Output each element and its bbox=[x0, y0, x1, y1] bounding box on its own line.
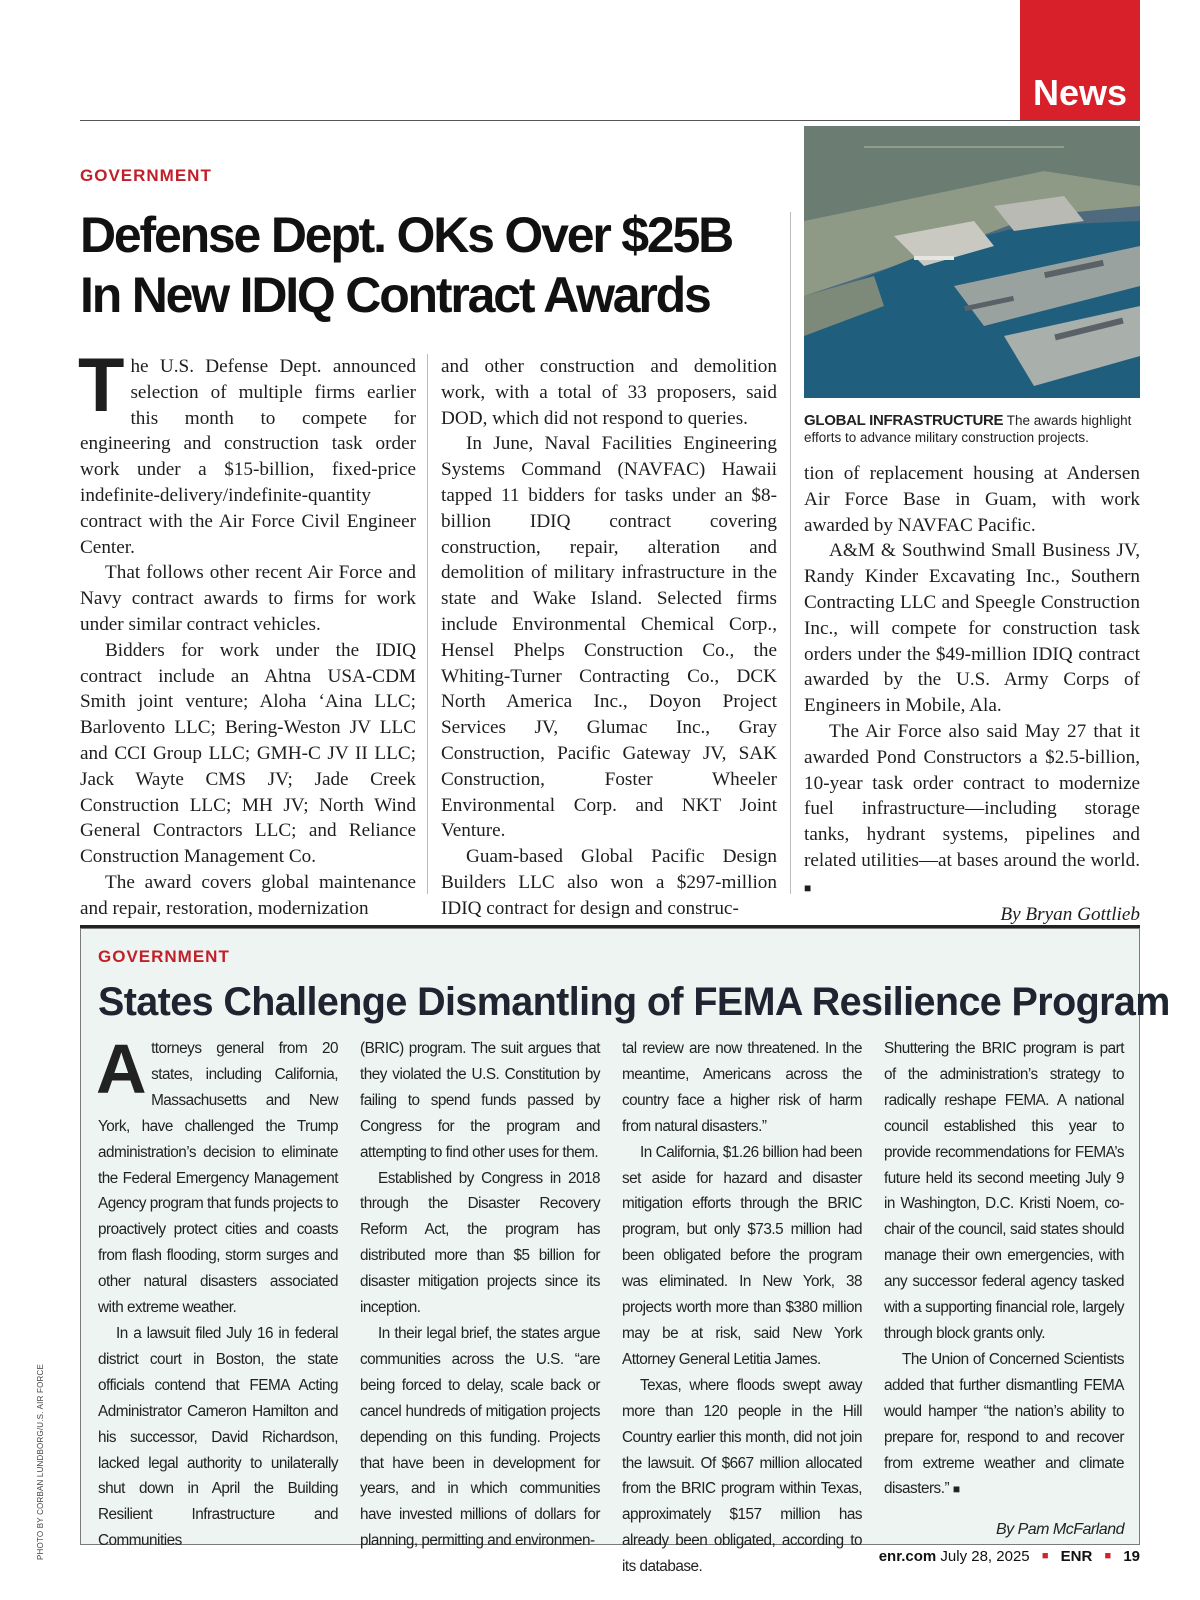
separator-square-icon: ■ bbox=[1041, 1550, 1049, 1562]
article1-paragraph: tion of replacement housing at Andersen Air Force Base in Guam, with work awarded by NAVFAC Pacific. bbox=[804, 463, 1140, 536]
article1-headline-line2: In New IDIQ Contract Awards bbox=[80, 267, 710, 323]
article2-paragraph: Texas, where floods swept away more than 120 people in the Hill Country earlier this month, did not join the lawsuit. Of $667 million allocated from the BRIC program within Texas, approximately $157 million has already been obligated, according to its database. bbox=[622, 1376, 862, 1576]
article1-paragraph: The award covers global maintenance and repair, restoration, modernization bbox=[80, 871, 416, 919]
article1-headline bbox=[80, 205, 760, 325]
article2-byline: By Pam McFarland bbox=[995, 1521, 1124, 1539]
article1-column-3 bbox=[804, 461, 1140, 927]
article1-paragraph: In June, Naval Facilities Engineering Systems Command (NAVFAC) Hawaii tapped 11 bidders for tasks under an $8-billion IDIQ contract covering construction, repair, alteration and demolition of military infrastructure in the state and Wake Island. Selected firms include Environmental Chemical Corp., Hensel Phelps Construction Co., the Whiting-Turner Contracting Co., DCK North America Inc., Doyon Project Services JV, Glumac Inc., Gray Construction, Pacific Gateway JV, SAK Construction, Foster Wheeler Environmental Corp. and NKT Joint Venture. bbox=[441, 433, 777, 842]
article1-paragraph: That follows other recent Air Force and Navy contract awards to firms for work under similar contract vehicles. bbox=[80, 562, 416, 635]
article2-dropcap: A bbox=[96, 1030, 147, 1108]
article2-paragraph: Shuttering the BRIC program is part of the administration’s strategy to radically reshape FEMA. A national council established this year to provide recommendations for FEMA’s future held its second meeting July 9 in Washington, D.C. Kristi Noem, co-chair of the council, said states should manage their own emergencies, with any successor federal agency tasked with a supporting financial role, largely through block grants only. bbox=[884, 1040, 1124, 1342]
article1-paragraph: Bidders for work under the IDIQ contract include an Ahtna USA-CDM Smith joint venture; Aloha ‘Aina LLC; Barlovento LLC; Bering-Weston JV LLC and CCI Group LLC; GMH-C JV II LLC; Jack Wayte CMS JV; Jade Creek Construction LLC; MH JV; North Wind General Contractors LLC; and Reliance Construction Management Co. bbox=[80, 639, 416, 868]
end-mark-icon: ■ bbox=[804, 880, 812, 895]
article2-paragraph: In a lawsuit filed July 16 in federal district court in Boston, the state officials contend that FEMA Acting Administrator Cameron Hamilton and his successor, David Richardson, lacked legal authority to unilaterally shut down in April the Building Resilient Infrastructure and Communities bbox=[98, 1324, 338, 1550]
caption-text: The awards highlight efforts to advance military construction projects. bbox=[804, 413, 1132, 445]
column-divider bbox=[790, 212, 791, 894]
article2-column-1 bbox=[96, 1030, 338, 1554]
article1-column-1 bbox=[78, 343, 416, 922]
column-divider bbox=[427, 354, 428, 894]
article1-paragraph: The Air Force also said May 27 that it awarded Pond Constructors a $2.5-billion, 10-year task order contract to modernize fuel infrastructure—including storage tanks, hydrant systems, pipelines and related utilities—at bases around the world. bbox=[804, 720, 1140, 871]
article1-dropcap: T bbox=[78, 343, 125, 428]
article1-byline: By Bryan Gottlieb bbox=[1000, 903, 1140, 925]
article1-headline-line1: Defense Dept. OKs Over $25B bbox=[80, 207, 733, 263]
article2-column-4 bbox=[884, 1036, 1124, 1543]
article2-paragraph: (BRIC) program. The suit argues that they violated the U.S. Constitution by failing to spend funds passed by Congress for the program and attempting to find other uses for them. bbox=[360, 1040, 600, 1161]
article2-paragraph: ttorneys general from 20 states, including California, Massachusetts and New York, have challenged the Trump administration’s decision to eliminate the Federal Emergency Management Agency program that funds projects to proactively protect cities and coasts from flash flooding, storm surges and other natural disasters associated with extreme weather. bbox=[98, 1040, 338, 1317]
separator-square-icon: ■ bbox=[1104, 1550, 1112, 1562]
naval-base-aerial-photo bbox=[804, 126, 1140, 398]
photo-caption bbox=[804, 412, 1144, 446]
article2-paragraph: The Union of Concerned Scientists added that further dismantling FEMA would hamper “the nation’s ability to prepare for, respond to and recover from extreme weather and climate disasters.” bbox=[884, 1350, 1124, 1498]
photo-illustration bbox=[804, 126, 1140, 398]
article1-paragraph: he U.S. Defense Dept. announced selection of multiple firms earlier this month to compete for engineering and construction task order work under a $15-billion, fixed-price indefinite-delivery/indefinite-quantity contract with the Air Force Civil Engineer Center. bbox=[80, 356, 416, 558]
article1-paragraph: and other construction and demolition work, with a total of 33 proposers, said DOD, which did not respond to queries. bbox=[441, 356, 777, 429]
end-mark-icon: ■ bbox=[952, 1482, 960, 1497]
page-footer bbox=[879, 1548, 1140, 1565]
footer-date: July 28, 2025 bbox=[940, 1548, 1030, 1565]
article1-kicker: GOVERNMENT bbox=[80, 166, 212, 185]
article1-column-2 bbox=[441, 354, 777, 922]
article2-kicker: GOVERNMENT bbox=[98, 947, 230, 966]
article2-column-3 bbox=[622, 1036, 862, 1580]
section-tab-news: News bbox=[1020, 0, 1140, 120]
article2-paragraph: In their legal brief, the states argue communities across the U.S. “are being forced to delay, scale back or cancel hundreds of mitigation projects depending on this funding. Projects that have been in development for years, and in which communities have invested millions of dollars for planning, permitting and environmen- bbox=[360, 1324, 600, 1550]
page-number: 19 bbox=[1123, 1548, 1140, 1565]
article2-headline: States Challenge Dismantling of FEMA Resilience Program bbox=[98, 980, 1170, 1024]
footer-brand: ENR bbox=[1060, 1548, 1093, 1565]
photo-credit: PHOTO BY CORBAN LUNDBORG/U.S. AIR FORCE bbox=[36, 1364, 45, 1560]
top-divider bbox=[80, 120, 1140, 121]
article1-paragraph: A&M & Southwind Small Business JV, Randy Kinder Excavating Inc., Southern Contracting LLC and Speegle Construction Inc., will compete for construction task orders under the $49-million IDIQ contract awarded by the U.S. Army Corps of Engineers in Mobile, Ala. bbox=[804, 540, 1140, 717]
article2-paragraph: Established by Congress in 2018 through the Disaster Recovery Reform Act, the program has distributed more than $5 billion for disaster mitigation projects since its inception. bbox=[360, 1169, 600, 1317]
article2-paragraph: tal review are now threatened. In the meantime, Americans across the country face a higher risk of harm from natural disasters.” bbox=[622, 1040, 862, 1135]
footer-site[interactable]: enr.com bbox=[878, 1548, 937, 1565]
caption-label: GLOBAL INFRASTRUCTURE bbox=[804, 412, 1004, 429]
article2-paragraph: In California, $1.26 billion had been set aside for hazard and disaster mitigation efforts through the BRIC program, but only $73.5 million had been obligated before the program was eliminated. In New York, 38 projects worth more than $380 million may be at risk, said New York Attorney General Letitia James. bbox=[622, 1143, 862, 1368]
article2-column-2 bbox=[360, 1036, 600, 1554]
article1-paragraph: Guam-based Global Pacific Design Builders LLC also won a $297-million IDIQ contract for design and construc- bbox=[441, 846, 777, 919]
